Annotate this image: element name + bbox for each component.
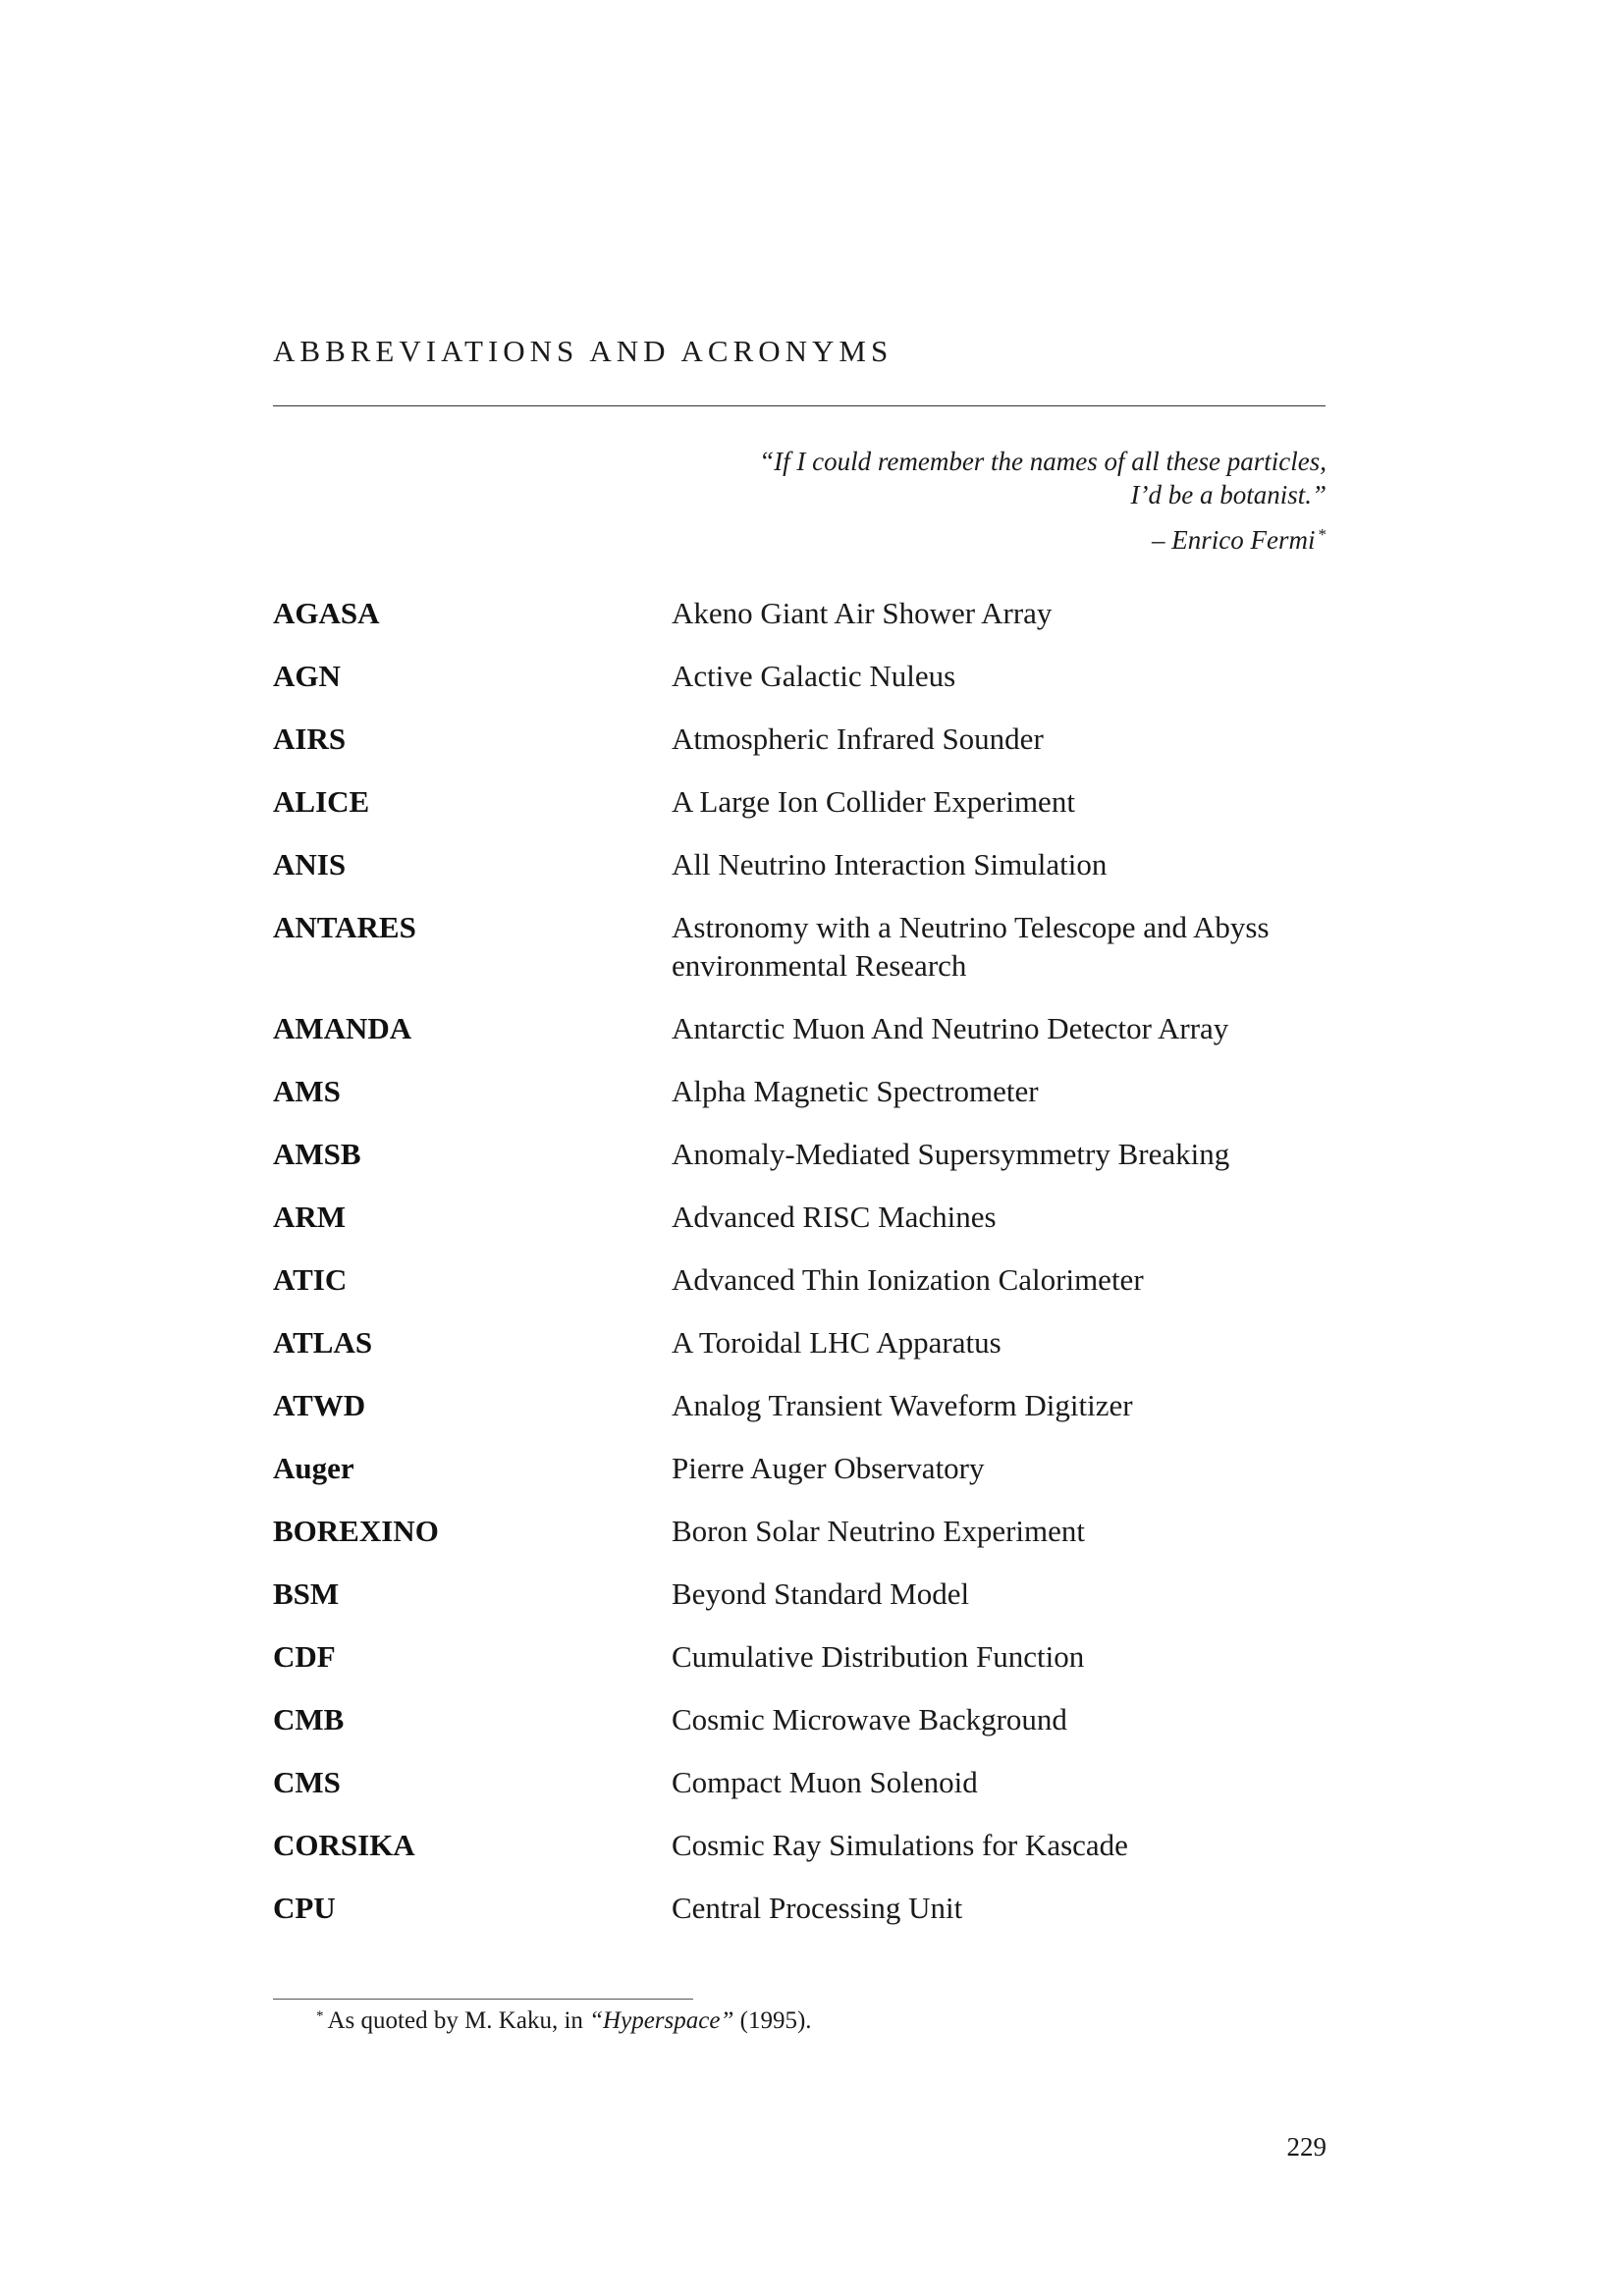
acronym-term: CMB bbox=[273, 1702, 345, 1736]
acronym-entry bbox=[273, 1889, 1326, 1927]
acronym-term: AMSB bbox=[273, 1137, 361, 1171]
acronym-term: AGN bbox=[273, 659, 341, 693]
acronym-definition: Atmospheric Infrared Sounder bbox=[672, 721, 1044, 756]
acronym-entry bbox=[273, 1072, 1326, 1110]
footnote-prefix: As quoted by M. Kaku, in bbox=[327, 2007, 590, 2034]
acronym-definition: A Toroidal LHC Apparatus bbox=[672, 1325, 1001, 1360]
acronym-term: CORSIKA bbox=[273, 1828, 415, 1862]
acronym-entry bbox=[273, 845, 1326, 883]
footnote bbox=[316, 2005, 812, 2040]
acronym-entry bbox=[273, 1700, 1326, 1738]
acronym-term: AGASA bbox=[273, 596, 380, 630]
footnote-rule bbox=[273, 1999, 693, 2000]
footnote-marker[interactable]: * bbox=[1318, 525, 1326, 544]
acronym-definition: Astronomy with a Neutrino Telescope and Abyss environmental Research bbox=[672, 910, 1270, 983]
acronym-definition: Beyond Standard Model bbox=[672, 1576, 970, 1611]
acronym-definition: A Large Ion Collider Experiment bbox=[672, 784, 1075, 819]
acronym-definition: Compact Muon Solenoid bbox=[672, 1765, 978, 1799]
acronym-definition: Boron Solar Neutrino Experiment bbox=[672, 1514, 1085, 1548]
heading-rule bbox=[273, 405, 1326, 406]
acronym-definition: Anomaly-Mediated Supersymmetry Breaking bbox=[672, 1137, 1230, 1171]
acronym-entry bbox=[273, 1763, 1326, 1801]
acronym-definition: Antarctic Muon And Neutrino Detector Array bbox=[672, 1011, 1229, 1045]
acronym-entry bbox=[273, 1386, 1326, 1424]
acronym-term: Auger bbox=[273, 1451, 354, 1485]
epigraph bbox=[639, 445, 1326, 561]
acronym-entry bbox=[273, 1323, 1326, 1362]
acronym-term: BSM bbox=[273, 1576, 340, 1611]
acronym-entry bbox=[273, 1198, 1326, 1236]
acronym-entry bbox=[273, 657, 1326, 695]
acronym-definition: Advanced RISC Machines bbox=[672, 1200, 997, 1234]
page-number: 229 bbox=[1286, 2132, 1326, 2162]
acronym-entry bbox=[273, 594, 1326, 632]
epigraph-attribution bbox=[639, 523, 1326, 561]
acronym-term: ANIS bbox=[273, 847, 347, 881]
acronym-term: ATIC bbox=[273, 1262, 348, 1297]
acronym-term: ARM bbox=[273, 1200, 347, 1234]
acronym-definition: Akeno Giant Air Shower Array bbox=[672, 596, 1053, 630]
acronym-definition: Cumulative Distribution Function bbox=[672, 1639, 1085, 1674]
acronym-term: ALICE bbox=[273, 784, 370, 819]
footnote-suffix: (1995). bbox=[733, 2007, 812, 2034]
acronym-definition: Cosmic Ray Simulations for Kascade bbox=[672, 1828, 1128, 1862]
epigraph-line-1: “If I could remember the names of all these particles, bbox=[759, 447, 1326, 476]
acronym-term: AMANDA bbox=[273, 1011, 412, 1045]
section-heading: ABBREVIATIONS AND ACRONYMS bbox=[273, 334, 893, 368]
acronym-term: CMS bbox=[273, 1765, 341, 1799]
acronym-term: CPU bbox=[273, 1891, 336, 1925]
acronym-term: AMS bbox=[273, 1074, 341, 1108]
acronym-term: ANTARES bbox=[273, 910, 416, 944]
acronym-entry bbox=[273, 1575, 1326, 1613]
acronym-term: CDF bbox=[273, 1639, 336, 1674]
acronym-entry bbox=[273, 1637, 1326, 1676]
acronym-entry bbox=[273, 720, 1326, 758]
acronym-entry bbox=[273, 1512, 1326, 1550]
acronym-definition: Advanced Thin Ionization Calorimeter bbox=[672, 1262, 1144, 1297]
acronym-entry bbox=[273, 782, 1326, 821]
acronym-entry bbox=[273, 1449, 1326, 1487]
acronym-entry bbox=[273, 1826, 1326, 1864]
acronym-definition: Analog Transient Waveform Digitizer bbox=[672, 1388, 1133, 1422]
epigraph-line-2: I’d be a botanist.” bbox=[1130, 480, 1326, 509]
epigraph-author: – Enrico Fermi bbox=[1152, 525, 1316, 555]
acronym-list bbox=[273, 594, 1326, 1951]
acronym-definition: Central Processing Unit bbox=[672, 1891, 963, 1925]
acronym-entry bbox=[273, 1135, 1326, 1173]
acronym-term: AIRS bbox=[273, 721, 347, 756]
acronym-definition: Active Galactic Nuleus bbox=[672, 659, 956, 693]
acronym-entry bbox=[273, 1009, 1326, 1047]
acronym-definition: Alpha Magnetic Spectrometer bbox=[672, 1074, 1039, 1108]
footnote-mark: * bbox=[316, 2008, 324, 2024]
acronym-entry bbox=[273, 1260, 1326, 1299]
acronym-definition: Pierre Auger Observatory bbox=[672, 1451, 985, 1485]
acronym-definition: All Neutrino Interaction Simulation bbox=[672, 847, 1108, 881]
acronym-term: ATWD bbox=[273, 1388, 366, 1422]
acronym-term: ATLAS bbox=[273, 1325, 373, 1360]
acronym-entry bbox=[273, 908, 1326, 985]
footnote-work-title: “Hyperspace” bbox=[589, 2007, 734, 2034]
acronym-term: BOREXINO bbox=[273, 1514, 439, 1548]
acronym-definition: Cosmic Microwave Background bbox=[672, 1702, 1067, 1736]
